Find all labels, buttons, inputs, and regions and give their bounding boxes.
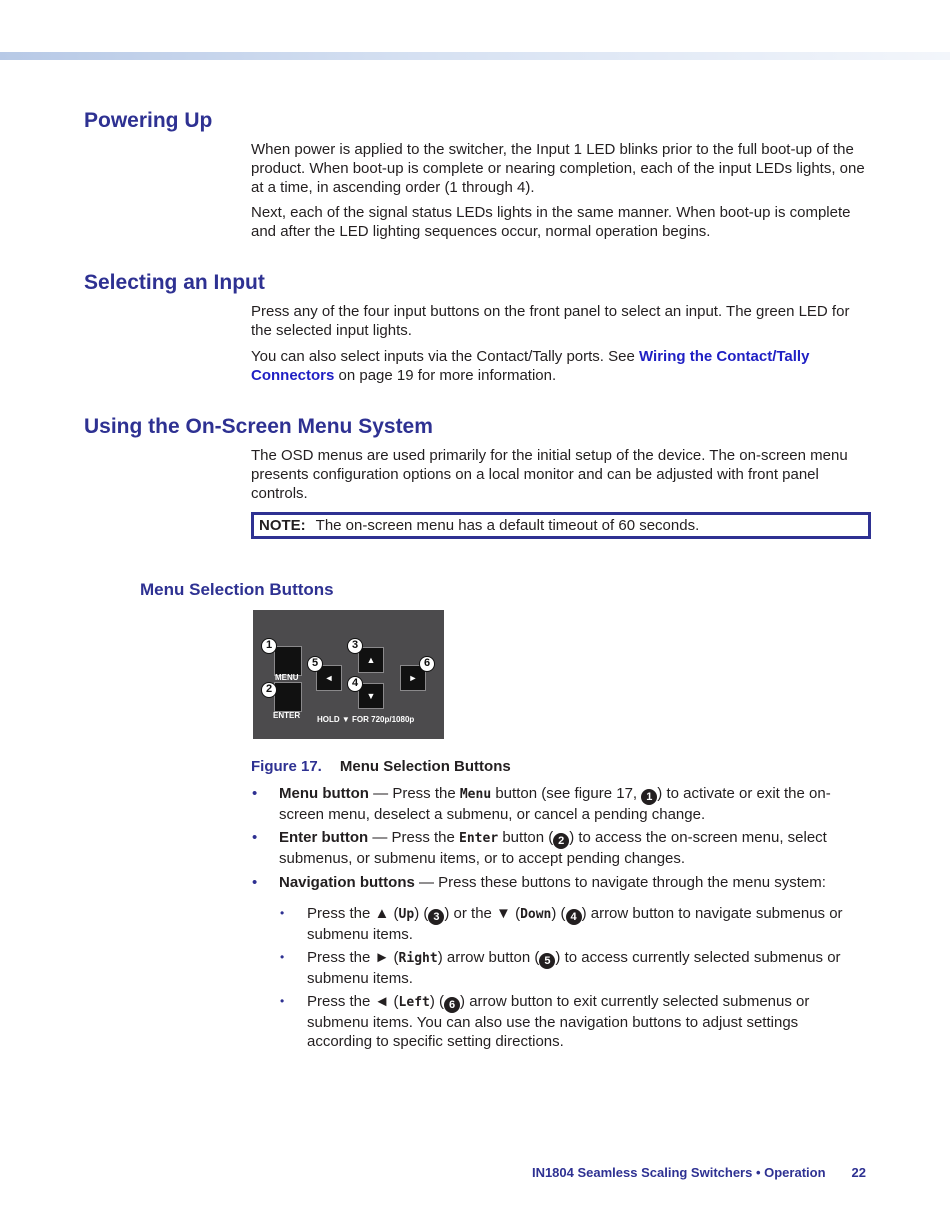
text: — Press the [368, 785, 460, 802]
callout-2: 2 [261, 682, 277, 698]
bullet-menu-button [252, 784, 859, 824]
heading-menu-selection-buttons: Menu Selection Buttons [140, 580, 334, 599]
figure-title: Menu Selection Buttons [339, 758, 511, 775]
bullet-icon: • [280, 950, 285, 964]
term: Enter button [279, 829, 369, 846]
text: Press the ► ( [307, 949, 399, 966]
callout-1: 1 [261, 638, 277, 654]
callout-2-icon: 2 [553, 833, 569, 849]
bullet-icon: • [280, 906, 285, 920]
callout-5-icon: 5 [539, 953, 555, 969]
text: ) to access currently selected submenus or submenu items. [307, 949, 841, 987]
page-number: 22 [851, 1165, 866, 1180]
note-box [251, 512, 871, 539]
up-arrow-icon: ▲ [358, 647, 384, 673]
figure-caption [251, 757, 511, 776]
hold-label: HOLD ▼ FOR 720p/1080p [317, 715, 415, 724]
bullet-icon: • [252, 874, 258, 891]
bullet-icon: • [252, 785, 258, 802]
term: Menu button [279, 785, 369, 802]
callout-3: 3 [347, 638, 363, 654]
code: Enter [459, 831, 499, 846]
text: ) arrow button to exit currently selected submenus or submenu items. You can also use the navigation buttons to adjust settings according to specific setting directions. [307, 993, 810, 1050]
heading-selecting-input: Selecting an Input [84, 271, 265, 294]
selecting-input-paragraph-1: Press any of the four input buttons on the front panel to select an input. The green LED for the selected input lights. [251, 303, 850, 339]
text: ) ( [551, 905, 566, 922]
text: button (see figure 17, [491, 785, 642, 802]
enter-button-image [274, 682, 302, 712]
note-label: NOTE: [259, 517, 306, 534]
term: Navigation buttons [279, 874, 415, 891]
enter-label: ENTER [273, 711, 301, 720]
heading-powering-up: Powering Up [84, 109, 213, 132]
text: ) arrow button to navigate submenus or submenu items. [307, 905, 843, 943]
note-text: The on-screen menu has a default timeout of 60 seconds. [315, 517, 700, 534]
heading-osd: Using the On-Screen Menu System [84, 415, 433, 438]
text: ) arrow button ( [437, 949, 540, 966]
wiring-contact-tally-link[interactable]: Wiring the Contact/Tally Connectors [251, 348, 810, 384]
sub-bullet-up-down [280, 904, 862, 944]
bullet-navigation-buttons [252, 873, 859, 892]
text: ) ( [429, 993, 445, 1010]
code: Left [398, 995, 430, 1010]
text: — Press the [368, 829, 460, 846]
text: ) or the ▼ ( [444, 905, 521, 922]
text: ) to activate or exit the on-screen menu, deselect a submenu, or cancel a pending change. [279, 785, 831, 823]
text: ) ( [414, 905, 429, 922]
text: ) to access the on-screen menu, select submenus, or submenu items, or to accept pending changes. [279, 829, 827, 867]
callout-4-icon: 4 [566, 909, 582, 925]
text: Press the ▲ ( [307, 905, 399, 922]
bullet-enter-button [252, 828, 859, 868]
powering-up-paragraph-1: When power is applied to the switcher, the Input 1 LED blinks prior to the full boot-up of the product. When boot-up is complete or nearing completion, each of the input LEDs lights, one at a time, in ascending order (1 through 4). [251, 141, 865, 196]
text: Press the ◄ ( [307, 993, 399, 1010]
bullet-icon: • [252, 829, 258, 846]
menu-buttons-figure [253, 610, 444, 739]
menu-label: MENU [275, 673, 299, 682]
text: You can also select inputs via the Contact/Tally ports. See [251, 348, 640, 365]
powering-up-paragraph-2: Next, each of the signal status LEDs lights in the same manner. When boot-up is complete and after the LED lighting sequences occur, normal operation begins. [251, 204, 851, 240]
bullet-icon: • [280, 994, 285, 1008]
code: Up [398, 907, 415, 922]
header-band [0, 52, 950, 60]
text: on page 19 for more information. [334, 367, 557, 384]
callout-5: 5 [307, 656, 323, 672]
callout-1-icon: 1 [641, 789, 657, 805]
code: Down [520, 907, 552, 922]
sub-bullet-left [280, 992, 862, 1051]
callout-3-icon: 3 [428, 909, 444, 925]
osd-paragraph: The OSD menus are used primarily for the initial setup of the device. The on-screen menu presents configuration options on a local monitor and can be adjusted with front panel controls. [251, 447, 848, 502]
figure-number: Figure 17. [251, 758, 322, 775]
callout-6-icon: 6 [444, 997, 460, 1013]
text: — Press these buttons to navigate through the menu system: [414, 874, 826, 891]
code: Right [398, 951, 438, 966]
text: button ( [498, 829, 554, 846]
selecting-input-paragraph-2 [251, 347, 866, 385]
menu-button-image [274, 646, 302, 676]
page-footer [420, 1163, 866, 1182]
footer-title: IN1804 Seamless Scaling Switchers • Operation [531, 1165, 826, 1180]
down-arrow-icon: ▼ [358, 683, 384, 709]
code: Menu [459, 787, 492, 802]
callout-6: 6 [419, 656, 435, 672]
callout-4: 4 [347, 676, 363, 692]
left-arrow-icon: ◄ [316, 665, 342, 691]
right-arrow-icon: ► [400, 665, 426, 691]
sub-bullet-right [280, 948, 862, 988]
